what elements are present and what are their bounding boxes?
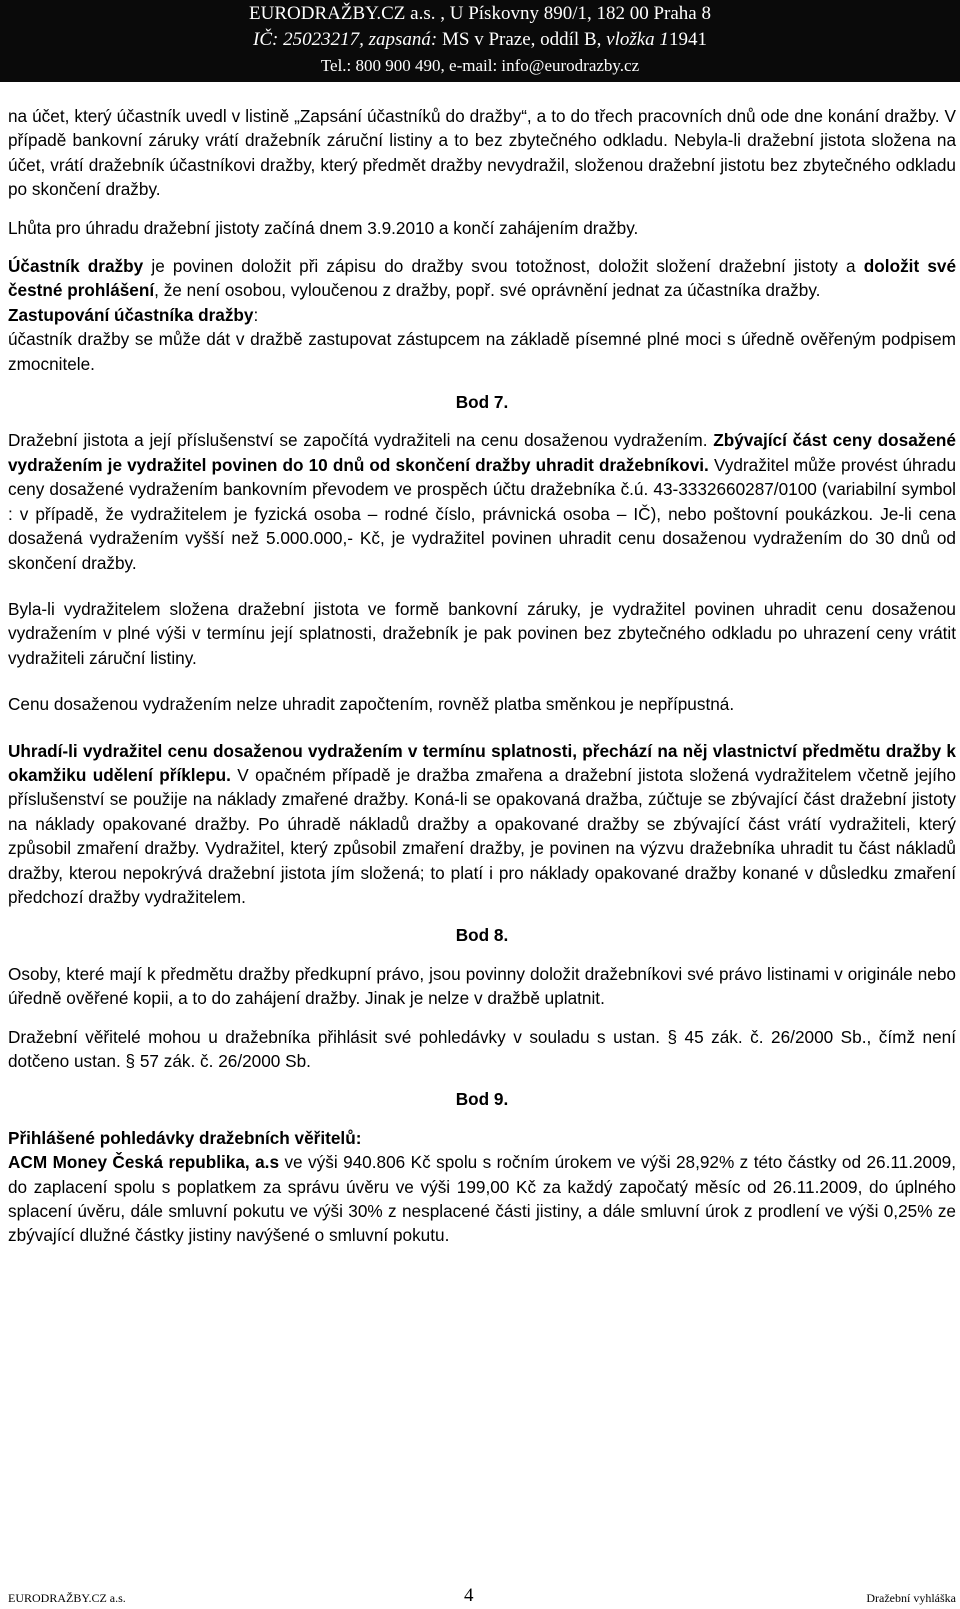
registration-part-c: vložka 1 [601,29,669,50]
paragraph-deposit-deadline: Lhůta pro úhradu dražební jistoty začíná dnem 3.9.2010 a končí zahájením dražby. [8,217,639,238]
document-body [8,104,956,1248]
participant-term: Účastník dražby [8,256,144,277]
declaration-term: doložit své čestné prohlášení [8,256,957,301]
paragraph-participant: Účastník dražby je povinen doložit při zápisu do dražby svou totožnost, doložit složení dražební jistoty a doložit své čestné prohlášení, že není osobou, vyloučenou z dražby, popř. své oprávnění jednat za účastníka dražby. [8,256,957,301]
company-registration-line [0,28,960,52]
section-heading-bod-9: Bod 9. [455,1089,509,1110]
section-heading-bod-7: Bod 7. [455,392,509,413]
section-heading-bod-8: Bod 8. [455,925,509,946]
footer-company: EURODRAŽBY.CZ a.s. [8,1591,126,1605]
paragraph-refund: na účet, který účastník uvedl v listině „Zapsání účastníků do dražby“, a to do třech pracovních dnů ode dne konání dražby. V případě bankovní záruky vrátí dražebník záruční listiny a to bez zbytečného odkladu. Nebyla-li dražební jistota složena na účet, vrátí dražebník účastníkovi dražby, který předmět dražby nevydražil, složenou dražební jistotu bez zbytečného odkladu po skončení dražby. [8,106,956,200]
paragraph-claims-heading: Přihlášené pohledávky dražebních věřitelů: [8,1127,362,1148]
paragraph-representation-heading: Zastupování účastníka dražby: [8,304,259,325]
paragraph-preemption: Osoby, které mají k předmětu dražby předkupní právo, jsou povinny doložit dražebníkovi své právo listinami v originále nebo úředně ověřené kopii, a to do zahájení dražby. Jinak je nelze v dražbě uplatnit. [8,963,956,1009]
page-number: 4 [464,1585,474,1606]
paragraph-payment: Dražební jistota a její příslušenství se započítá vydražiteli na cenu dosaženou vydražením. Zbývající část ceny dosažené vydražením je vydražitel povinen do 10 dnů od skončení dražby uhradit dražebníkovi. Vydražitel může provést úhradu ceny dosažené vydražením bankovním převodem ve prospěch účtu dražebníka č.ú. 43-3332660287/0100 (variabilní symbol : v případě, že vydražitelem je fyzická osoba – rodné číslo, právnická osoba – IČ), nebo poštovní poukázkou. Je-li cena dosažená vydražením vyšší než 5.000.000,- Kč, je vydražitel povinen uhradit cenu dosaženou vydražením do 30 dnů od skončení dražby. [8,430,956,573]
paragraph-representation: účastník dražby se může dát v dražbě zastupovat zástupcem na základě písemné plné moci s úředně ověřeným podpisem zmocnitele. [8,329,956,374]
company-contact-line: Tel.: 800 900 490, e-mail: info@eurodrazby.cz [320,56,640,75]
company-address-line: EURODRAŽBY.CZ a.s. , U Pískovny 890/1, 182 00 Praha 8 [249,3,711,24]
footer-document-title: Dražební vyhláška [866,1591,956,1605]
paragraph-offset: Cenu dosaženou vydražením nelze uhradit započtením, rovněž platba směnkou je nepřípustná. [8,694,735,715]
registration-part-a: IČ: 25023217, zapsaná: [253,29,442,50]
registration-part-b: MS v Praze, oddíl B, [442,29,602,50]
paragraph-creditors: Dražební věřitelé mohou u dražebníka přihlásit své pohledávky v souladu s ustan. § 45 zák. č. 26/2000 Sb., čímž není dotčeno ustan. § 57 zák. č. 26/2000 Sb. [8,1026,956,1071]
page-footer [8,1585,956,1607]
paragraph-bank-guarantee: Byla-li vydražitelem složena dražební jistota ve formě bankovní záruky, je vydražitel povinen uhradit cenu dosaženou vydražením v plné výši v termínu její splatnosti, dražebník je pak povinen bez zbytečného odkladu po uhrazení ceny vrátit vydražiteli záruční listiny. [8,598,956,668]
paragraph-claims: ACM Money Česká republika, a.s ve výši 940.806 Kč spolu s ročním úrokem ve výši 28,92% z této částky od 26.11.2009, do zaplacení spolu s poplatkem za správu úvěru ve výši 199,00 Kč za každý započatý měsíc od 26.11.2009, do úplného splacení úvěru, dále smluvní pokutu ve výši 30% z nesplacené části jistiny, a dále smluvní úrok z prodlení ve výši 0,25% ze zbývající dlužné částky jistiny navýšené o smluvní pokutu. [8,1152,956,1246]
registration-part-d: 1941 [668,29,707,50]
paragraph-ownership-transfer: Uhradí-li vydražitel cenu dosaženou vydražením v termínu splatnosti, přechází na něj vlastnictví předmětu dražby k okamžiku udělení příklepu. V opačném případě je dražba zmařena a dražební jistota složená vydražitelem včetně jejího příslušenství se použije na náklady zmařené dražby. Koná-li se opakovaná dražba, zúčtuje se zbývající část dražební jistoty na náklady opakované dražby. Po úhradě nákladů dražby a opakované dražby se zbývající část vrátí vydražiteli, který způsobil zmaření dražby. Vydražitel, který způsobil zmaření dražby, je povinen na výzvu dražebníka uhradit tu část nákladů dražby, kterou nepokrývá dražební jistota jím složená; to platí i pro náklady opakované dražby konané v důsledku zmaření předchozí dražby vydražitelem. [8,740,956,907]
letterhead [0,0,960,82]
